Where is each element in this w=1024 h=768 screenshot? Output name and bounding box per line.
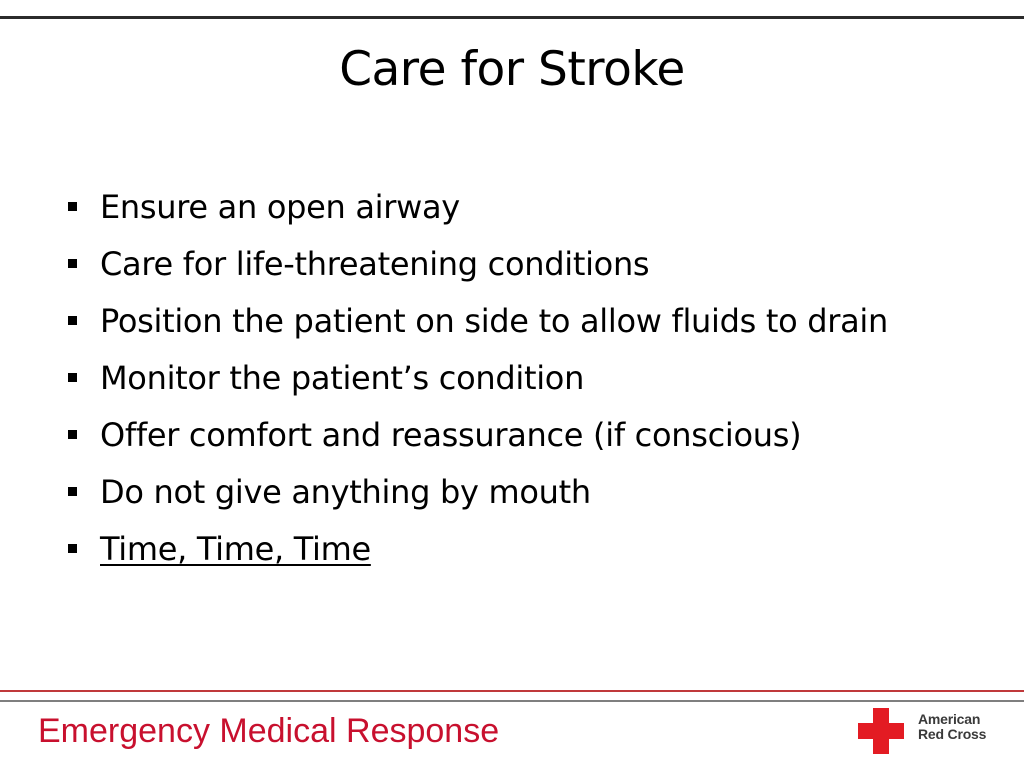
american-red-cross-logo — [856, 706, 1006, 756]
bullet-text-underlined: Time, Time, Time — [100, 530, 371, 568]
bullet-item — [62, 469, 942, 515]
square-bullet-icon — [68, 373, 77, 382]
slide-title: Care for Stroke — [339, 42, 685, 97]
bullet-text: Position the patient on side to allow fluids to drain — [100, 302, 889, 340]
bullet-item — [62, 526, 942, 572]
red-cross-icon — [858, 708, 904, 754]
bullet-item — [62, 298, 942, 344]
bullet-item — [62, 241, 942, 287]
logo-line-2: Red Cross — [918, 726, 987, 742]
top-divider — [0, 16, 1024, 19]
footer-divider-gray — [0, 700, 1024, 702]
bullet-list — [62, 184, 942, 583]
bullet-text: Monitor the patient’s condition — [100, 359, 585, 397]
bullet-item — [62, 412, 942, 458]
square-bullet-icon — [68, 430, 77, 439]
square-bullet-icon — [68, 544, 77, 553]
footer-course-name: Emergency Medical Response — [38, 712, 500, 750]
bullet-text: Ensure an open airway — [100, 188, 460, 226]
footer-divider-red — [0, 690, 1024, 692]
square-bullet-icon — [68, 487, 77, 496]
square-bullet-icon — [68, 316, 77, 325]
bullet-item — [62, 355, 942, 401]
bullet-text: Care for life-threatening conditions — [100, 245, 650, 283]
logo-wordmark — [918, 712, 986, 742]
bullet-text: Offer comfort and reassurance (if conscious) — [100, 416, 802, 454]
square-bullet-icon — [68, 259, 77, 268]
bullet-item — [62, 184, 942, 230]
bullet-text: Do not give anything by mouth — [100, 473, 591, 511]
square-bullet-icon — [68, 202, 77, 211]
logo-line-1: American — [918, 711, 981, 727]
